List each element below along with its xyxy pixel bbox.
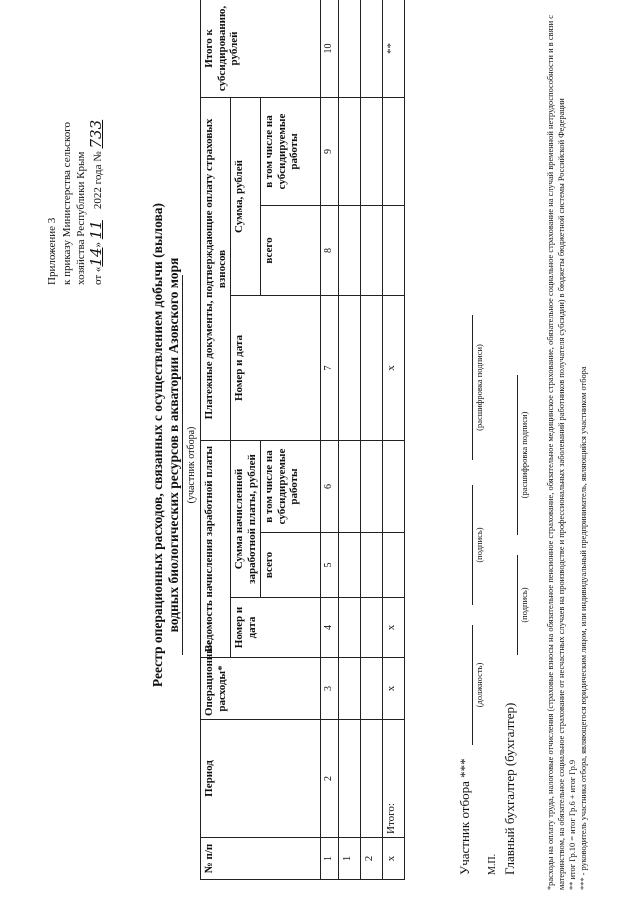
handwritten-month: 11 [86, 220, 105, 240]
cell[interactable] [361, 720, 383, 838]
cell: х [383, 838, 405, 880]
header-payroll: Ведомость начисления заработной платы [201, 441, 231, 658]
col-number: 10 [321, 0, 339, 97]
header-payment-total: всего [261, 206, 321, 296]
footnote-2: ** итог Гр.10 = итог Гр.6 + итог Гр.9 [568, 759, 577, 890]
header-row-1 [201, 0, 231, 880]
cell[interactable] [383, 206, 405, 296]
header-num: № п/п [201, 838, 321, 880]
title-line-2: водных биологических ресурсов в акватории Азовского моря [166, 257, 181, 633]
number-prefix: № [91, 151, 104, 162]
header-period: Период [201, 720, 321, 838]
table-row [339, 0, 361, 880]
col-number: 7 [321, 296, 339, 441]
cell[interactable] [339, 598, 361, 658]
header-subsidy-total: Итого к субсидированию, рублей [201, 0, 321, 97]
accountant-signature-caption: (подпись) [519, 587, 529, 623]
totals-label: Итого: [383, 720, 405, 838]
cell[interactable] [361, 598, 383, 658]
appendix-line-3: хозяйства Республики Крым [75, 151, 87, 285]
header-payment-sum: Сумма, рублей [231, 97, 261, 295]
cell: х [383, 658, 405, 720]
cell[interactable] [383, 97, 405, 205]
participant-underline [182, 275, 183, 655]
column-numbers-row [321, 0, 339, 880]
col-number: 8 [321, 206, 339, 296]
header-payment-subsidized: в том числе на субсидируемые работы [261, 97, 321, 205]
cell: х [383, 296, 405, 441]
cell[interactable] [361, 296, 383, 441]
totals-row [383, 0, 405, 880]
appendix-date-line [86, 25, 106, 285]
participant-signature-label: Участник отбора *** [457, 758, 472, 875]
cell[interactable] [361, 206, 383, 296]
footnotes [545, 15, 589, 890]
document-title [150, 125, 182, 765]
col-number: 3 [321, 658, 339, 720]
col-number: 1 [321, 838, 339, 880]
accountant-decode-line[interactable] [517, 375, 518, 535]
cell[interactable] [339, 441, 361, 533]
cell[interactable] [361, 0, 383, 97]
cell[interactable] [339, 0, 361, 97]
appendix-line-2: к приказу Министерства сельского [60, 122, 73, 285]
date-mid: » [91, 239, 104, 248]
cell[interactable] [361, 97, 383, 205]
handwritten-day: 14 [86, 247, 105, 267]
accountant-signature-line[interactable] [517, 555, 518, 655]
date-prefix: от « [91, 266, 104, 285]
cell[interactable]: 1 [339, 838, 361, 880]
cell[interactable] [339, 206, 361, 296]
col-number: 9 [321, 97, 339, 205]
register-table [200, 0, 405, 880]
col-number: 4 [321, 598, 339, 658]
cell[interactable] [339, 658, 361, 720]
cell[interactable] [361, 658, 383, 720]
appendix-line-1: Приложение 3 [46, 217, 58, 285]
stamp-mark: М.П. [487, 853, 498, 875]
decode-caption: (расшифровка подписи) [474, 344, 484, 431]
header-opex: Операционные расходы* [201, 658, 321, 720]
cell[interactable] [361, 441, 383, 533]
cell[interactable] [339, 720, 361, 838]
signature-caption: (подпись) [474, 527, 484, 563]
header-payroll-total: всего [261, 533, 321, 598]
cell[interactable] [339, 296, 361, 441]
col-number: 5 [321, 533, 339, 598]
table-row [361, 0, 383, 880]
cell: ** [383, 0, 405, 97]
header-payroll-subsidized: в том числе на субсидируемые работы [261, 441, 321, 533]
cell[interactable] [361, 533, 383, 598]
cell[interactable]: 2 [361, 838, 383, 880]
header-payroll-numdate: Номер и дата [231, 598, 321, 658]
cell[interactable] [383, 441, 405, 533]
header-payment-numdate: Номер и дата [231, 296, 321, 441]
date-year: 2022 года [91, 164, 104, 210]
appendix-block [45, 25, 105, 285]
title-line-1: Реестр операционных расходов, связанных с осуществлением добычи (вылова) [150, 202, 165, 688]
participant-caption: (участник отбора) [186, 426, 197, 504]
decode-line[interactable] [472, 315, 473, 460]
footnote-1: *расходы на оплату труда, налоговые отчисления (страховые взносы на обязательное пенсионное страхование, обязательное медицинское страхование, обязательное социальное страхование на случай временной нетрудоспособности и в связи с материнством, на обязательное социальное страхование от несчастных случаев на производстве и профессиональных заболеваний работников получателя субсидии) в бюджеты бюджетной системы Российской Федерации [546, 15, 566, 890]
accountant-label: Главный бухгалтер (бухгалтер) [502, 702, 517, 875]
cell[interactable] [339, 533, 361, 598]
cell[interactable] [383, 533, 405, 598]
position-caption: (должность) [474, 662, 484, 708]
header-payroll-sum: Сумма начисленной заработной платы, рублей [231, 441, 261, 598]
signature-line[interactable] [472, 485, 473, 605]
col-number: 6 [321, 441, 339, 533]
cell: х [383, 598, 405, 658]
footnote-3: *** - руководитель участника отбора, являющегося юридическим лицом, или индивидуальный предприниматель, являющийся участником отбора [579, 366, 588, 890]
header-payments: Платежные документы, подтверждающие оплату страховых взносов [201, 97, 231, 440]
col-number: 2 [321, 720, 339, 838]
position-line[interactable] [472, 625, 473, 745]
handwritten-number: 733 [86, 119, 105, 149]
accountant-decode-caption: (расшифровка подписи) [519, 411, 529, 499]
cell[interactable] [339, 97, 361, 205]
